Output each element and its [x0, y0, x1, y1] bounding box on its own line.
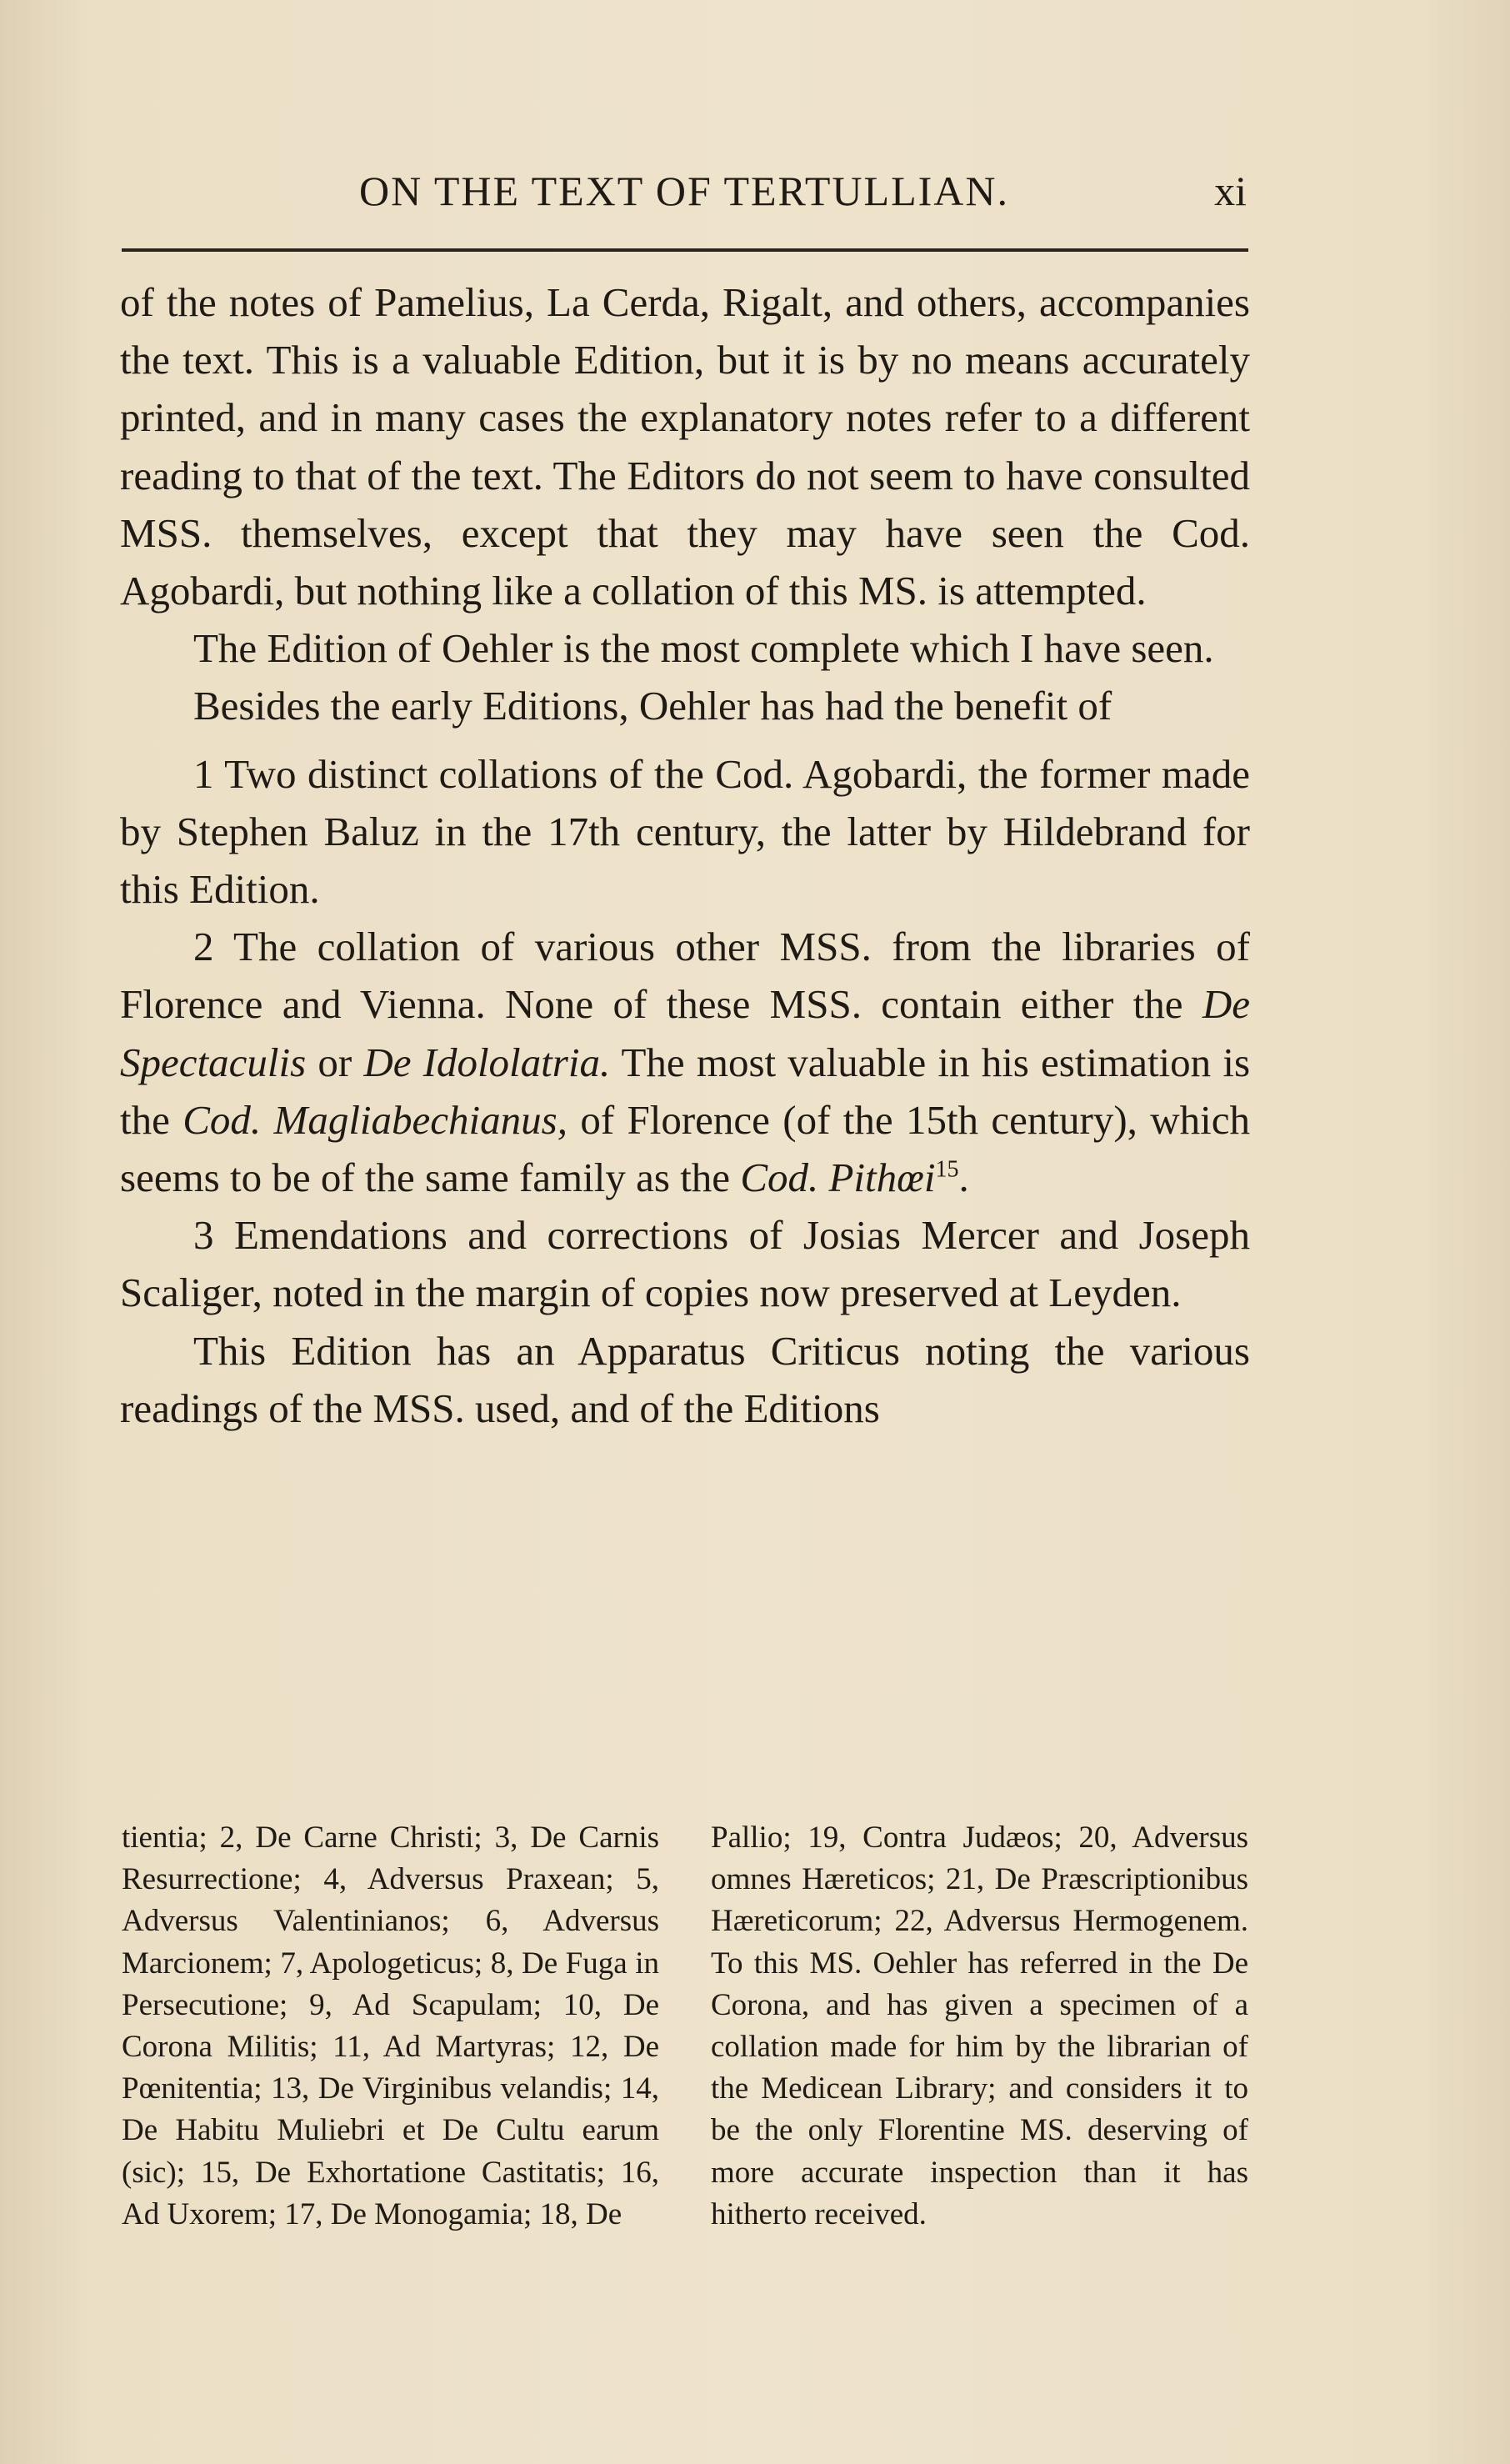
running-title: ON THE TEXT OF TERTULLIAN. [359, 168, 1009, 214]
list-item-3: 3 Emendations and corrections of Josias Mercer and Joseph Scaliger, noted in the margin of copies now preserved at Leyden. [120, 1212, 1250, 1316]
footnotes [122, 1817, 1248, 2236]
footnote-ref-15: 15 [935, 1156, 959, 1183]
list-item-1: 1 Two distinct collations of the Cod. Agobardi, the former made by Stephen Baluz in the 17th century, the latter by Hildebrand for this Edition. [120, 750, 1250, 913]
list-item-2: 2 The collation of various other MSS. from the libraries of Florence and Vienna. None of these MSS. contain either the De Spectaculis or De Idololatria. The most valuable in his estimation is the Cod. Magliabechianus, of Florence (of the 15th century), which seems to be of the same family as the Cod. Pithœi$^{15}$. [120, 924, 1251, 1201]
header-rule [122, 248, 1248, 252]
page-number: xi [1214, 168, 1247, 214]
title-de-idololatria: De Idololatria. [363, 1039, 611, 1085]
paragraph-apparatus: This Edition has an Apparatus Criticus noting the various readings of the MSS. used, and of the Editions [120, 1327, 1250, 1431]
footnote-column-left [122, 1817, 659, 2236]
title-cod-pithoei: Cod. Pithœi [740, 1154, 936, 1201]
paragraph-oehler-edition: The Edition of Oehler is the most complete which I have seen. [193, 625, 1214, 672]
footnote-column-right [711, 1817, 1248, 2236]
footnote-right-text: Pallio; 19, Contra Judæos; 20, Adversus omnes Hæreticos; 21, De Præscriptionibus Hæreticorum; 22, Adversus Hermogenem. To this MS. Oehler has referred in the De Corona, and has given a specimen of a collation made for him by the librarian of the Medicean Library; and considers it to be the only Florentine MS. deserving of more accurate inspection than it has hitherto received. [711, 1820, 1248, 2231]
paragraph-continuation: of the notes of Pamelius, La Cerda, Rigalt, and others, accompanies the text. This is a valuable Edition, but it is by no means accurately printed, and in many cases the explanatory notes refer to a different reading to that of the text. The Editors do not seem to have consulted MSS. themselves, except that they may have seen the Cod. Agobardi, but nothing like a collation of this MS. is attempted. [120, 279, 1250, 614]
footnote-left-text: tientia; 2, De Carne Christi; 3, De Carnis Resurrectione; 4, Adversus Praxean; 5, Adversus Valentinianos; 6, Adversus Marcionem; 7, Apologeticus; 8, De Fuga in Persecutione; 9, Ad Scapulam; 10, De Corona Militis; 11, Ad Martyras; 12, De Pœnitentia; 13, De Virginibus velandis; 14, De Habitu Muliebri et De Cultu earum (sic); 15, De Exhortatione Castitatis; 16, Ad Uxorem; 17, De Monogamia; 18, De [122, 1820, 659, 2231]
page-header [122, 163, 1247, 222]
title-de-spectaculis: De Spectaculis [120, 981, 1251, 1085]
title-cod-magliabechianus: Cod. Magliabechianus, [182, 1096, 568, 1143]
paragraph-benefits-intro: Besides the early Editions, Oehler has had the benefit of [193, 683, 1112, 729]
main-text [120, 273, 1250, 1437]
